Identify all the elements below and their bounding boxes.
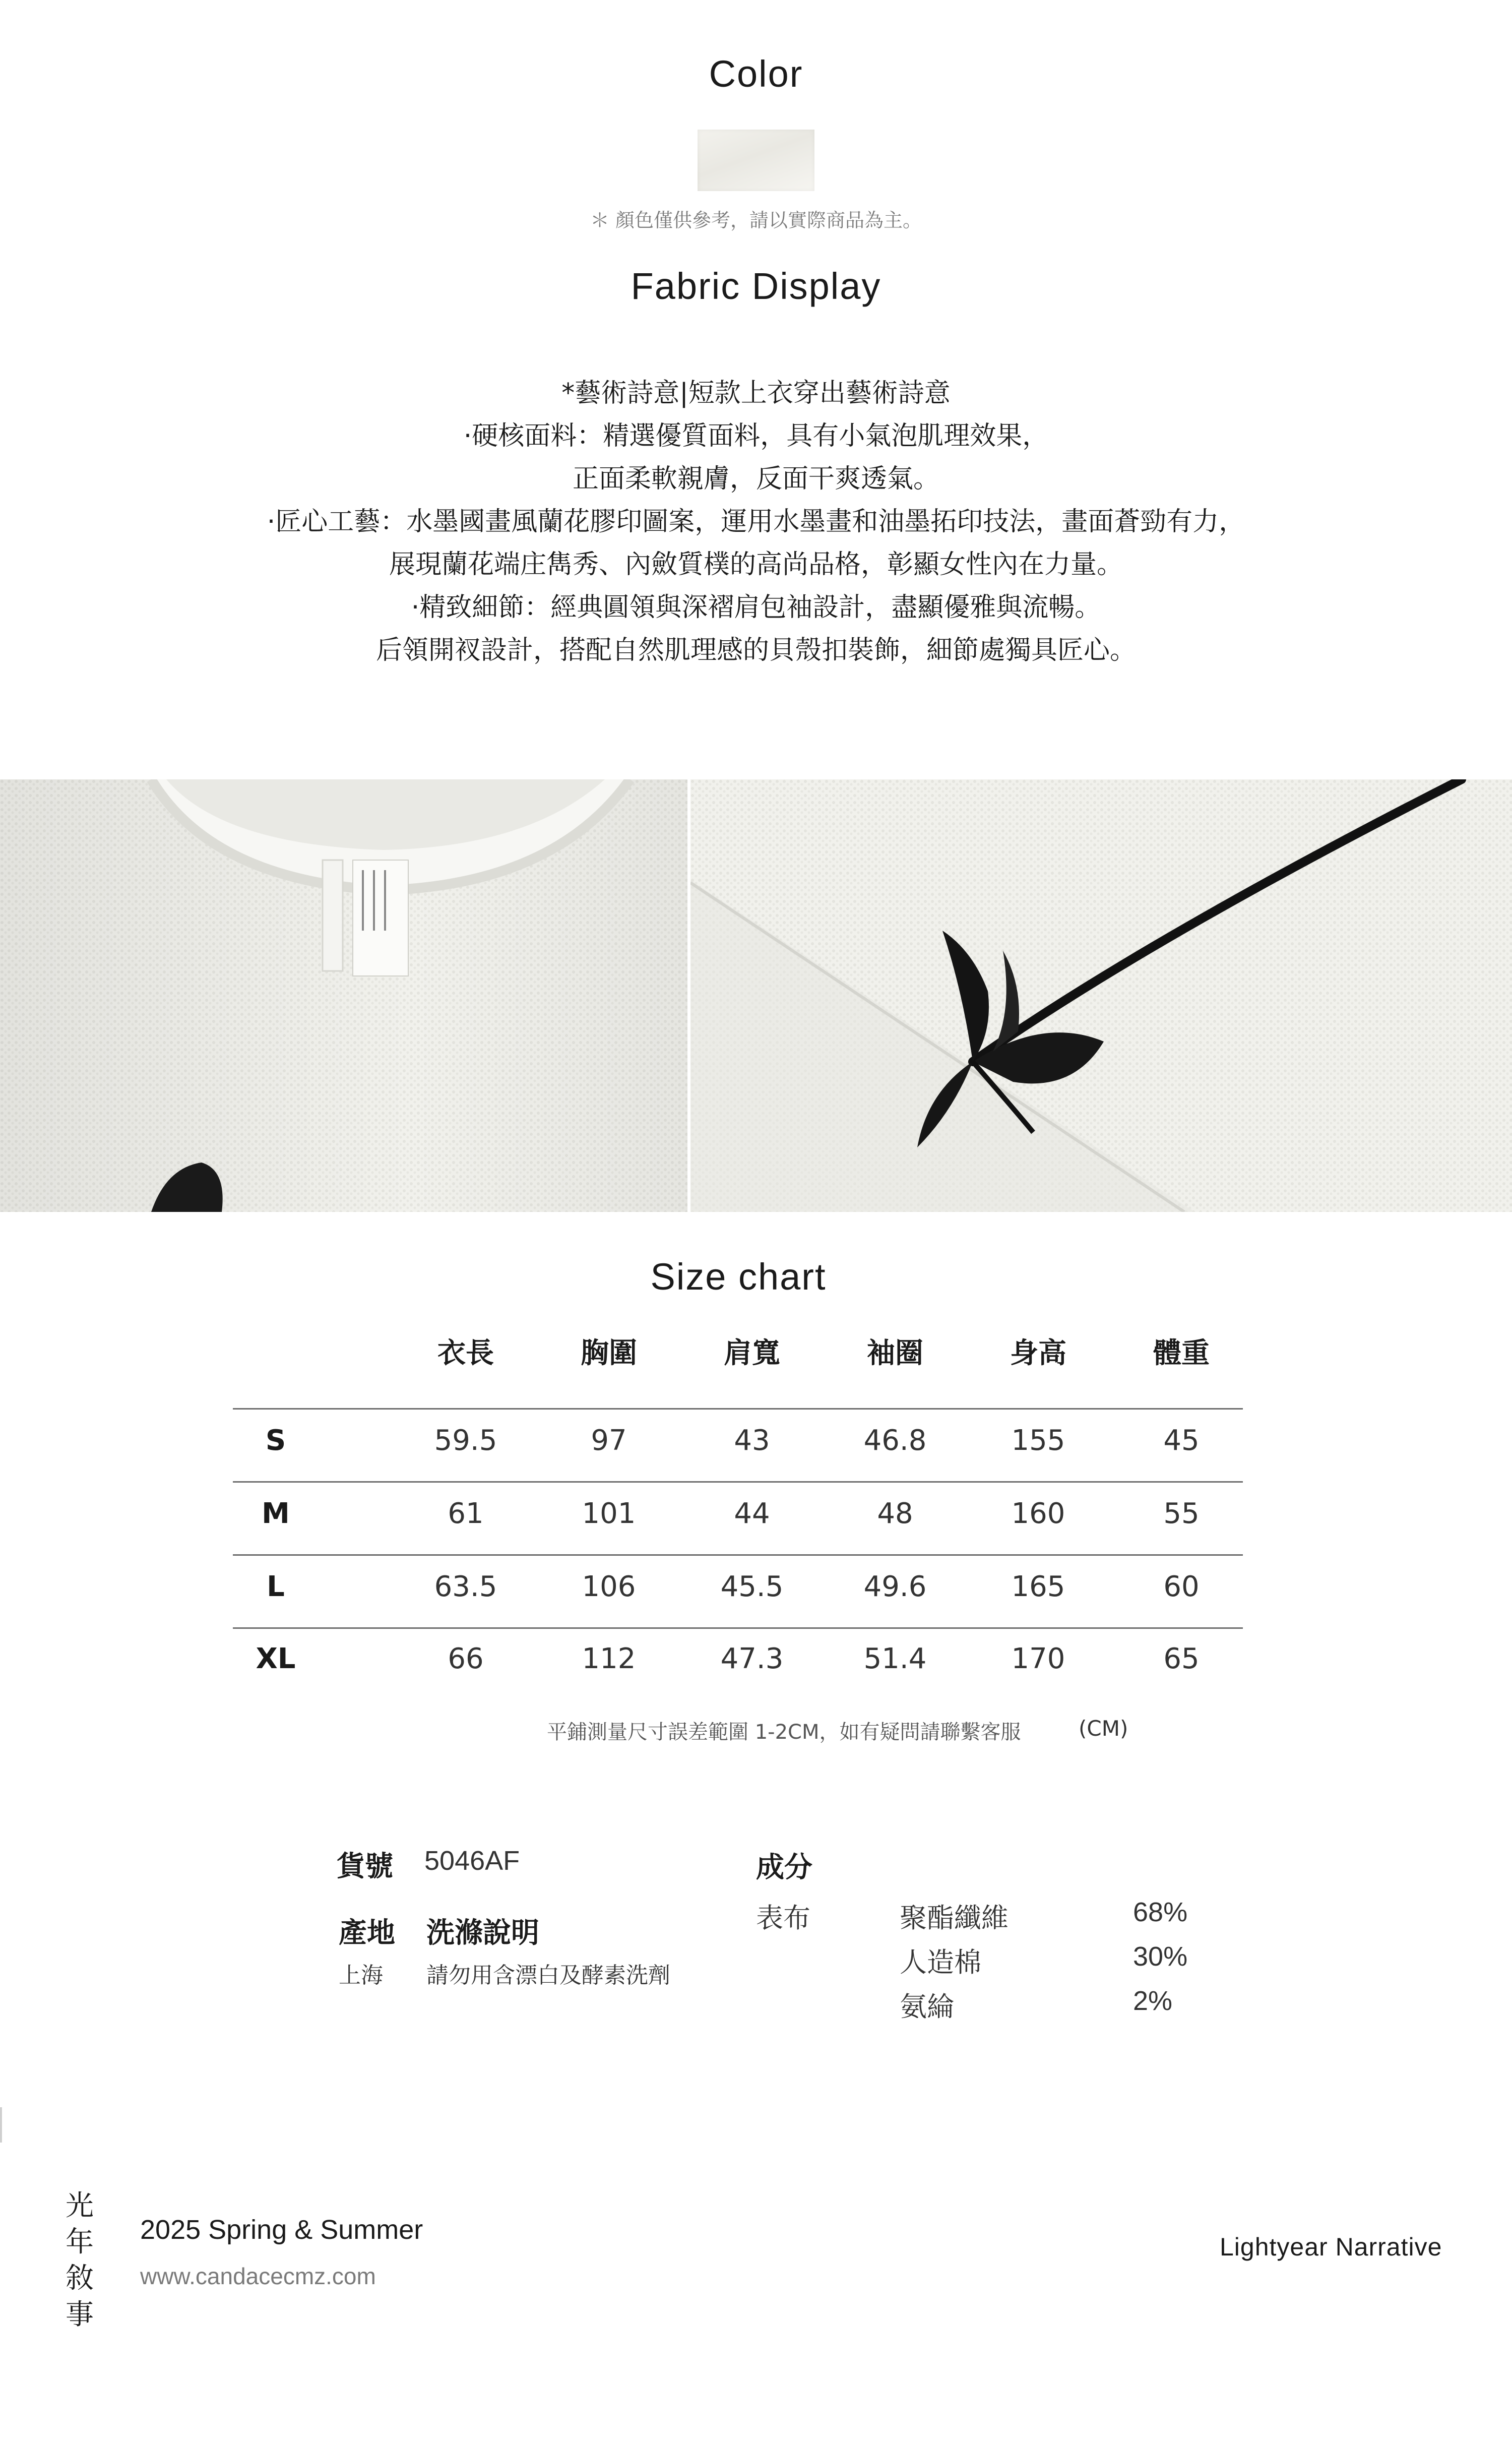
fabric-title: Fabric Display xyxy=(631,265,881,307)
table-cell: 48 xyxy=(877,1497,913,1530)
column-header: 肩寬 xyxy=(724,1337,780,1370)
table-cell: 65 xyxy=(1163,1642,1200,1675)
table-cell: 59.5 xyxy=(434,1424,497,1457)
table-cell: 66 xyxy=(448,1642,484,1675)
table-row xyxy=(233,1642,1243,1716)
color-note: ＊ 顏色僅供參考，請以實際商品為主。 xyxy=(590,209,922,231)
size-note: 平鋪測量尺寸誤差範圍 1-2CM，如有疑問請聯繫客服 xyxy=(547,1721,1021,1744)
collar-illustration xyxy=(0,779,687,1212)
brand-char: 敘 xyxy=(66,2262,94,2295)
origin-label: 產地 xyxy=(339,1917,395,1949)
footer-edge-mark xyxy=(0,2107,2,2143)
brand-char: 事 xyxy=(66,2298,94,2331)
material-percent: 30% xyxy=(1133,1941,1188,1972)
orchid-print-illustration xyxy=(690,779,1512,1212)
table-cell: 61 xyxy=(448,1497,484,1530)
column-header: 胸圍 xyxy=(581,1337,637,1370)
composition-part: 表布 xyxy=(756,1902,810,1934)
table-cell: 155 xyxy=(1011,1424,1065,1457)
table-divider xyxy=(233,1481,1243,1483)
table-cell: 44 xyxy=(734,1497,770,1530)
size-label: S xyxy=(265,1424,286,1457)
table-cell: 170 xyxy=(1011,1642,1065,1675)
brand-char: 年 xyxy=(66,2226,94,2258)
column-header: 袖圈 xyxy=(867,1337,923,1370)
table-divider xyxy=(233,1627,1243,1629)
column-header: 衣長 xyxy=(437,1337,494,1370)
fabric-photo-collar xyxy=(0,779,687,1212)
size-table-header xyxy=(233,1331,1243,1404)
table-cell: 63.5 xyxy=(434,1570,497,1603)
table-cell: 60 xyxy=(1163,1570,1200,1603)
table-cell: 55 xyxy=(1163,1497,1200,1530)
size-unit: (CM) xyxy=(1079,1716,1128,1741)
fabric-line: *藝術詩意|短款上衣穿出藝術詩意 xyxy=(561,378,951,408)
column-header: 體重 xyxy=(1153,1337,1210,1370)
size-chart-title: Size chart xyxy=(650,1256,827,1298)
table-divider xyxy=(233,1554,1243,1556)
fabric-line: ·硬核面料：精選優質面料，具有小氣泡肌理效果， xyxy=(463,421,1049,451)
wash-value: 請勿用含漂白及酵素洗劑 xyxy=(426,1963,670,1988)
origin-value: 上海 xyxy=(339,1963,383,1988)
fabric-description xyxy=(0,372,1512,672)
table-cell: 97 xyxy=(591,1424,627,1457)
table-cell: 160 xyxy=(1011,1497,1065,1530)
color-swatch xyxy=(698,130,814,191)
fabric-line: 正面柔軟親膚，反面干爽透氣。 xyxy=(572,464,939,494)
size-label: XL xyxy=(256,1642,296,1675)
table-cell: 101 xyxy=(582,1497,636,1530)
table-cell: 46.8 xyxy=(863,1424,927,1457)
table-cell: 165 xyxy=(1011,1570,1065,1603)
material-name: 人造棉 xyxy=(900,1946,981,1978)
table-cell: 45.5 xyxy=(720,1570,784,1603)
brand-tagline: Lightyear Narrative xyxy=(1220,2233,1442,2261)
column-header: 身高 xyxy=(1010,1337,1066,1370)
size-label: M xyxy=(262,1497,290,1530)
table-cell: 47.3 xyxy=(720,1642,784,1675)
table-divider xyxy=(233,1408,1243,1410)
fabric-line: 后領開衩設計，搭配自然肌理感的貝殼扣裝飾，細節處獨具匠心。 xyxy=(375,635,1136,665)
table-row xyxy=(233,1497,1243,1570)
table-cell: 106 xyxy=(582,1570,636,1603)
fabric-line: ·匠心工藝：水墨國畫風蘭花膠印圖案，運用水墨畫和油墨拓印技法，畫面蒼勁有力， xyxy=(267,507,1245,537)
table-cell: 112 xyxy=(582,1642,636,1675)
table-cell: 49.6 xyxy=(863,1570,927,1603)
brand-vertical xyxy=(65,2188,95,2333)
material-name: 氨綸 xyxy=(900,1991,954,2023)
material-name: 聚酯纖維 xyxy=(900,1902,1009,1934)
material-percent: 2% xyxy=(1133,1986,1173,2016)
material-percent: 68% xyxy=(1133,1897,1188,1927)
size-label: L xyxy=(267,1570,285,1603)
fabric-line: 展現蘭花端庄雋秀、內斂質樸的高尚品格，彰顯女性內在力量。 xyxy=(389,550,1123,580)
fabric-line: ·精致細節：經典圓領與深褶肩包袖設計，盡顯優雅與流暢。 xyxy=(411,592,1101,623)
table-cell: 43 xyxy=(734,1424,770,1457)
website-link[interactable]: www.candacecmz.com xyxy=(140,2263,376,2289)
table-row xyxy=(233,1424,1243,1497)
item-no-label: 貨號 xyxy=(337,1850,393,1883)
composition-label: 成分 xyxy=(756,1851,812,1884)
table-row xyxy=(233,1570,1243,1643)
table-cell: 51.4 xyxy=(863,1642,927,1675)
wash-label: 洗滌說明 xyxy=(426,1917,539,1949)
season-label: 2025 Spring & Summer xyxy=(140,2215,423,2245)
item-no-value: 5046AF xyxy=(424,1846,520,1876)
color-title: Color xyxy=(709,53,803,95)
fabric-photo-print xyxy=(690,779,1512,1212)
brand-char: 光 xyxy=(66,2189,94,2222)
table-cell: 45 xyxy=(1163,1424,1200,1457)
